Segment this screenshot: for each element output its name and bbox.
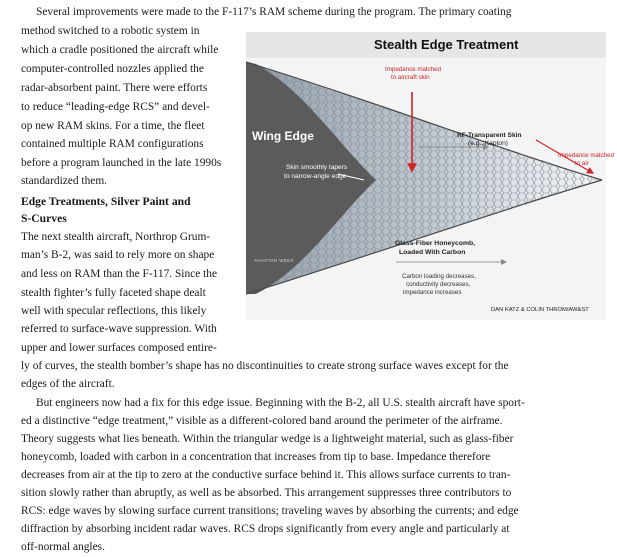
final-line-1: But engineers now had a fix for this edge issue. Beginning with the B-2, all U.S. stealth aircraft have sport-	[36, 397, 525, 409]
section-line: referred to surface-wave suppression. With	[21, 323, 217, 335]
carbon-label-3: impedance increases	[403, 289, 462, 296]
section-line: upper and lower surfaces composed entire-	[21, 342, 217, 354]
final-line: honeycomb, loaded with carbon in a concentration that increases from tip to base. Impedance therefore	[21, 451, 491, 463]
carbon-label-1: Carbon loading decreases,	[402, 273, 476, 280]
final-line: sition slowly rather than abruptly, as well as be absorbed. This arrangement suppresses three contributors to	[21, 487, 512, 499]
intro-line: op new RAM skins. For a time, the fleet	[21, 120, 205, 132]
final-line: Theory suggests what lies beneath. Within the triangular wedge is a lightweight material, such as glass-fiber	[21, 433, 514, 445]
intro-line-1: Several improvements were made to the F-117’s RAM scheme during the program. The primary coating	[36, 6, 512, 18]
impedance-air-label-1: Impedance matched	[558, 152, 615, 159]
rf-skin-label-2: (e.g., Kapton)	[468, 140, 508, 147]
taper-label-2: to narrow-angle edge	[284, 173, 347, 180]
impedance-skin-label-2: to aircraft skin	[391, 74, 430, 81]
watermark: AVIATION WEEK	[254, 258, 295, 263]
section-heading-line-2: S-Curves	[21, 212, 67, 225]
honeycomb-label-2: Loaded With Carbon	[399, 249, 466, 256]
intro-line: before a program launched in the late 1990s	[21, 157, 222, 169]
section-line: stealth fighter’s fully faceted shape dealt	[21, 287, 206, 299]
intro-line: computer-controlled nozzles applied the	[21, 63, 204, 75]
intro-line: standardized them.	[21, 175, 108, 187]
section-heading-line-1: Edge Treatments, Silver Paint and	[21, 195, 191, 208]
rf-skin-label-1: RF-Transparent Skin	[457, 132, 522, 139]
section-line: well with specular reflections, this likely	[21, 305, 207, 317]
section-line: and less on RAM than the F-117. Since the	[21, 268, 218, 280]
intro-line: to reduce “leading-edge RCS” and devel-	[21, 101, 210, 113]
intro-line: which a cradle positioned the aircraft while	[21, 44, 219, 56]
final-line: off-normal angles.	[21, 541, 105, 553]
honeycomb-label-1: Glass-Fiber Honeycomb,	[395, 240, 476, 247]
taper-label-1: Skin smoothly tapers	[286, 164, 348, 171]
wing-edge-label: Wing Edge	[252, 129, 314, 143]
stealth-edge-figure	[246, 32, 615, 320]
figure-title: Stealth Edge Treatment	[374, 37, 519, 52]
final-line: diffraction by absorbing incident radar waves. RCS drops significantly from every angle and particularly at	[21, 523, 510, 535]
carbon-label-2: conductivity decreases,	[406, 281, 471, 288]
section-line: ly of curves, the stealth bomber’s shape has no discontinuities to create strong surface waves except for the	[21, 360, 509, 372]
section-line: The next stealth aircraft, Northrop Grum-	[21, 231, 211, 243]
impedance-skin-label-1: Impedance matched	[385, 66, 442, 73]
figure-credit: DAN KATZ & COLIN THROM/AW&ST	[491, 307, 589, 313]
final-line: decreases from air at the tip to zero at the conductive surface behind it. This allows surface currents to tran-	[21, 469, 511, 481]
final-line: RCS: edge waves by slowing surface current transitions; traveling waves by absorbing the currents; and edge	[21, 505, 519, 517]
intro-line: radar-absorbent paint. There were efforts	[21, 82, 208, 94]
intro-line: contained multiple RAM configurations	[21, 138, 204, 150]
section-line: edges of the aircraft.	[21, 378, 115, 390]
final-line: ed a distinctive “edge treatment,” visible as a different-colored band around the perimeter of the airframe.	[21, 415, 503, 427]
impedance-air-label-2: to air	[575, 160, 589, 167]
intro-line: method switched to a robotic system in	[21, 25, 200, 37]
section-line: man’s B-2, was said to rely more on shape	[21, 249, 215, 261]
